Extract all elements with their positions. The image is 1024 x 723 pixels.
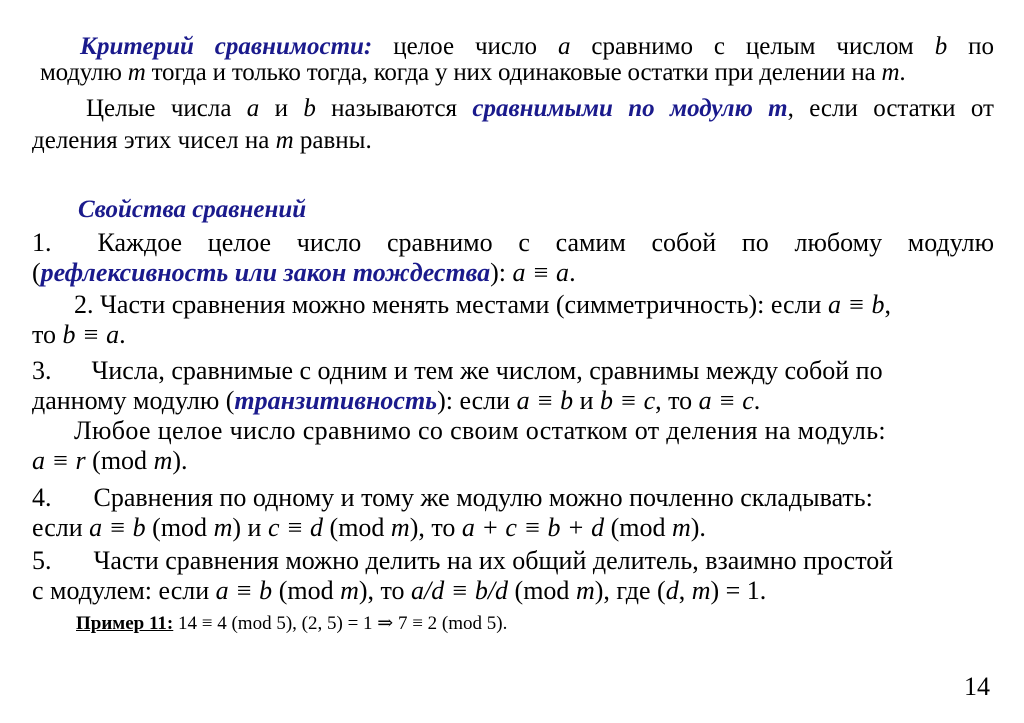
property-1-line-2: (рефлексивность или закон тождества): a ≡ a. <box>32 258 576 287</box>
property-3-line-2: данному модулю (транзитивность): если a ≡ b и b ≡ c, то a ≡ c. <box>32 386 761 415</box>
remainder-statement <box>32 418 994 474</box>
property-5-line-1: 5. Части сравнения можно делить на их общий делитель, взаимно простой <box>32 546 894 575</box>
remainder-line-1: Любое целое число сравнимо со своим остатком от деления на модуль: <box>74 416 886 445</box>
example-label: Пример 11: <box>76 613 174 634</box>
criterion-line-2: модулю m тогда и только тогда, когда у них одинаковые остатки при делении на m. <box>40 59 906 86</box>
property-4 <box>32 485 994 541</box>
property-3 <box>32 358 994 414</box>
property-3-line-1: 3. Числа, сравнимые с одним и тем же числом, сравнимы между собой по <box>32 356 883 385</box>
criterion-paragraph <box>32 34 994 86</box>
property-1 <box>32 230 994 286</box>
example-text: 14 ≡ 4 (mod 5), (2, 5) = 1 ⇒ 7 ≡ 2 (mod 5). <box>173 613 508 634</box>
property-5-line-2: с модулем: если a ≡ b (mod m), то a/d ≡ b/d (mod m), где (d, m) = 1. <box>32 576 767 605</box>
transitivity-term: транзитивность <box>234 386 438 415</box>
properties-heading: Свойства сравнений <box>78 196 307 223</box>
property-2-line-1: 2. Части сравнения можно менять местами (симметричность): если a ≡ b, <box>74 290 891 319</box>
criterion-term: Критерий сравнимости: <box>80 33 373 60</box>
definition-line-1: Целые числа a и b называются сравнимыми по модулю m, если остатки от <box>86 95 994 122</box>
property-2 <box>32 292 994 348</box>
property-5 <box>32 548 994 604</box>
reflexivity-term: рефлексивность или закон тождества <box>40 258 491 287</box>
property-1-line-1: 1. Каждое целое число сравнимо с самим собой по любому модулю <box>32 228 994 257</box>
property-4-line-2: если a ≡ b (mod m) и c ≡ d (mod m), то a + c ≡ b + d (mod m). <box>32 513 706 542</box>
remainder-line-2: a ≡ r (mod m). <box>32 446 188 475</box>
definition-line-2: деления этих чисел на m равны. <box>32 127 372 154</box>
property-2-line-2: то b ≡ a. <box>32 320 126 349</box>
example-11 <box>32 611 994 637</box>
definition-term: сравнимыми по модулю m <box>472 95 788 122</box>
criterion-line-1: Критерий сравнимости: целое число a сравнимо с целым числом b по <box>80 33 994 60</box>
property-4-line-1: 4. Сравнения по одному и тому же модулю можно почленно складывать: <box>32 483 873 512</box>
page-number: 14 <box>964 672 990 701</box>
definition-paragraph <box>32 96 994 154</box>
